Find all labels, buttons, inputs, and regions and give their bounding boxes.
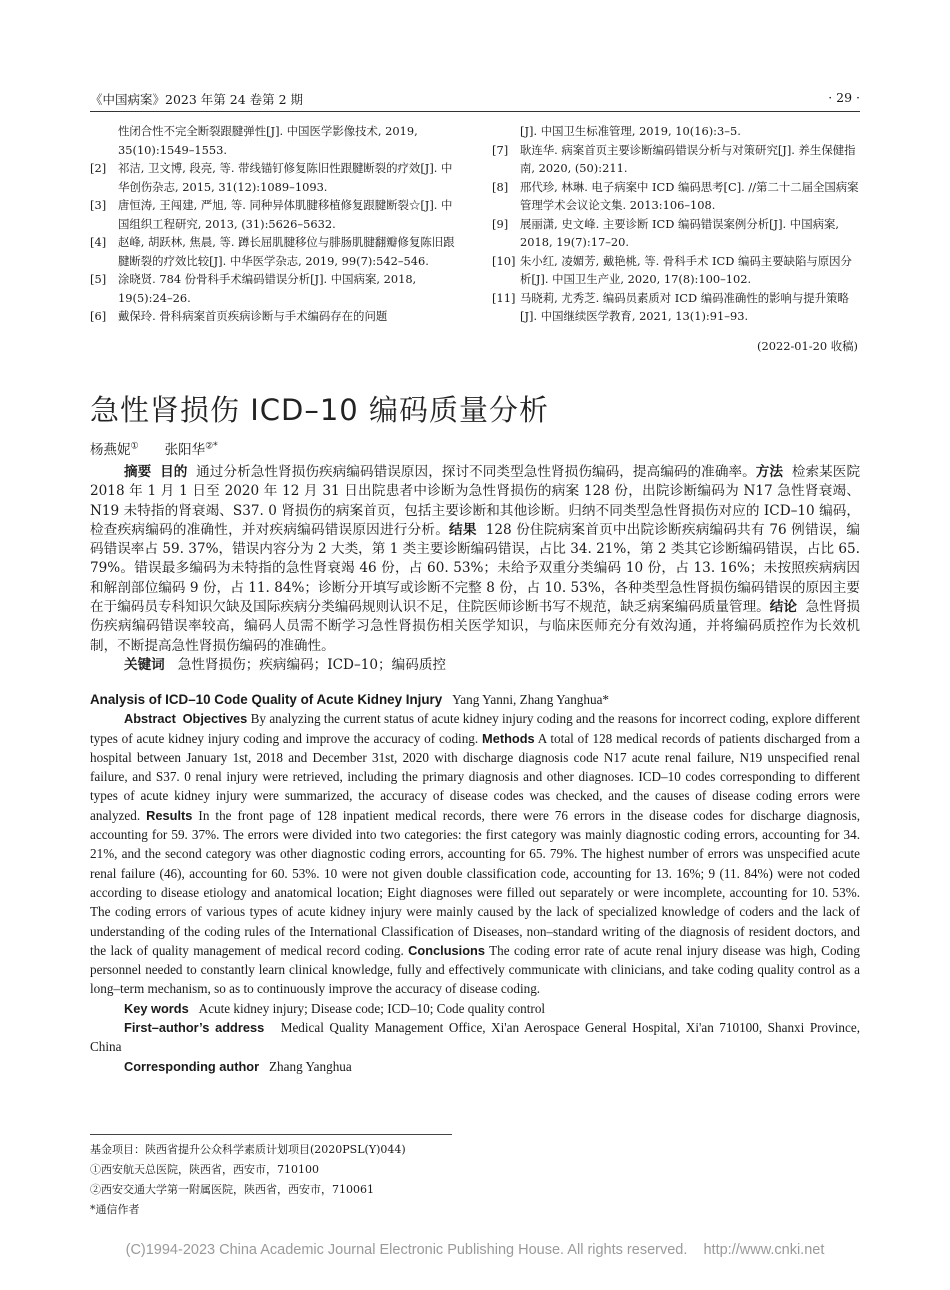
journal-issue: 《中国病案》2023 年第 24 卷第 2 期 (90, 92, 304, 107)
reference-item: [9] 展丽潇, 史文峰. 主要诊断 ICD 编码错误案例分析[J]. 中国病案, 2018, 19(7):17–20. (492, 216, 839, 249)
author-affiliation-mark: ②* (205, 441, 218, 452)
author-name: 张阳华 (164, 442, 206, 458)
affiliation-note: ①西安航天总医院，陕西省，西安市，710100 (90, 1163, 319, 1176)
reference-item: [6] 戴保玲. 骨科病案首页疾病诊断与手术编码存在的问题 (90, 309, 388, 323)
footnote-rule (90, 1134, 452, 1135)
article-title: 急性肾损伤 ICD–10 编码质量分析 (90, 393, 549, 427)
funding-note: 基金项目：陕西省提升公众科学素质计划项目(2020PSL(Y)044) (90, 1143, 406, 1156)
article-authors (90, 438, 218, 458)
english-title-line (90, 690, 860, 709)
reference-item: [J]. 中国卫生标准管理, 2019, 10(16):3–5. (520, 124, 741, 138)
reference-item: [7] 耿连华. 病案首页主要诊断编码错误分析与对策研究[J]. 养生保健指南, 2020, (50):211. (492, 142, 856, 175)
reference-item: [10] 朱小红, 凌媚芳, 戴艳桃, 等. 骨科手术 ICD 编码主要缺陷与原因分析[J]. 中国卫生产业, 2020, 17(8):100–102. (492, 253, 852, 286)
header-rule (90, 111, 860, 112)
english-authors: Yang Yanni, Zhang Yanghua* (452, 692, 610, 707)
abstract-chinese-body: 摘要 目的 通过分析急性肾损伤疾病编码错误原因，探讨不同类型急性肾损伤编码，提高编码的准确率。方法 检索某医院 2018 年 1 月 1 日至 2020 年 12 月 31 日出院患者中诊断为急性肾损伤的病案 128 份，出院诊断编码为 N17 急性肾衰竭、N19 未特指的肾衰竭、S37. 0 肾损伤的病案首页，包括主要诊断和其他诊断。归纳不同类型急性肾损伤对应的 ICD–10 编码，检查疾病编码的准确性，并对疾病编码错误原因进行分析。结果 128 份住院病案首页中出院诊断疾病编码共有 76 例错误，编码错误率占 59. 37%，错误内容分为 2 大类，第 1 类主要诊断编码错误，占比 34. 21%，第 2 类其它诊断编码错误，占比 65. 79%。错误最多编码为未特指的急性肾衰竭 46 份，占 60. 53%；未给予双重分类编码 10 份，占 13. 16%；未按照疾病病因和解剖部位编码 9 份，占 11. 84%；诊断分开填写或诊断不完整 8 份，占 10. 53%，各种类型急性肾损伤编码错误的原因主要在于编码员专科知识欠缺及国际疾病分类编码规则认识不足，住院医师诊断书写不规范，缺乏病案编码质量管理。结论 急性肾损伤疾病编码错误率较高，编码人员需不断学习急性肾损伤相关医学知识，与临床医师充分有效沟通，并将编码质控作为长效机制，不断提高急性肾损伤编码的准确性。 (90, 464, 861, 654)
copyright-watermark: (C)1994-2023 China Academic Journal Electronic Publishing House. All rights reserved. http://www.cnki.net (125, 1242, 825, 1258)
abstract-chinese (90, 463, 860, 675)
reference-item: [8] 邢代珍, 林琳. 电子病案中 ICD 编码思考[C]. //第二十二届全国病案管理学术会议论文集. 2013:106–108. (492, 179, 859, 212)
reference-item: [3] 唐恒涛, 王闯建, 严旭, 等. 同种异体肌腱移植修复跟腱断裂☆[J]. 中国组织工程研究, 2013, (31):5626–5632. (90, 198, 453, 231)
references-right-column (492, 122, 862, 367)
references-left-column (90, 122, 460, 326)
received-date: (2022-01-20 收稿) (757, 338, 858, 353)
reference-item: 性闭合性不完全断裂跟腱弹性[J]. 中国医学影像技术, 2019, 35(10):1549–1553. (118, 124, 418, 157)
keywords-english: Key words Acute kidney injury; Disease code; ICD–10; Code quality control (124, 1000, 546, 1016)
abstract-english-body: Abstract Objectives By analyzing the current status of acute kidney injury coding and the reasons for incorrect coding, explore different types of acute kidney injury coding and improve the accuracy of coding. Methods A total of 128 medical records of patients discharged from a hospital between January 1st, 2018 and December 31st, 2020 with discharge diagnosis code N17 acute renal failure, N19 unspecified renal failure, and S37. 0 renal injury were retrieved, including the primary diagnosis and other diagnoses. ICD–10 codes corresponding to different types of acute kidney injury were summarized, the accuracy of disease codes was checked, and the causes of disease coding errors were analyzed. Results In the front page of 128 inpatient medical records, there were 76 errors in the disease codes for discharge diagnosis, accounting for 59. 37%. The errors were divided into two categories: the first category was mainly diagnostic coding errors, accounting for 34. 21%, and the second category was other diagnostic coding errors, accounting for 65. 79%. The highest number of errors was unspecified acute renal failure (46), accounting for 60. 53%. 10 were not given double classification code, accounting for 13. 16%; 9 (11. 84%) were not coded according to disease etiology and anatomical location; Eight diagnoses were filled out separately or were incomplete, accounting for 10. 53%. The coding errors of various types of acute kidney injury were mainly caused by the lack of specialized knowledge of coders and the lack of understanding of the coding rules of the International Classification of Diseases, non–standard writing of the diagnosis of resident doctors, and the lack of quality management of medical record coding. Conclusions The coding error rate of acute renal injury disease was high, Coding personnel needed to constantly learn clinical knowledge, fully and effectively communicate with clinicians, and take coding quality control as a long–term mechanism, so as to continuously improve the accuracy of disease coding. (90, 711, 861, 997)
reference-item: [11] 马晓莉, 尤秀芝. 编码员素质对 ICD 编码准确性的影响与提升策略[J]. 中国继续医学教育, 2021, 13(1):91–93. (492, 290, 849, 323)
corresponding-author: Corresponding author Zhang Yanghua (124, 1058, 352, 1074)
abstract-english (90, 690, 860, 1076)
footnotes (90, 1140, 590, 1220)
reference-item: [2] 祁洁, 卫文博, 段亮, 等. 带线锚钉修复陈旧性跟腱断裂的疗效[J]. 中华创伤杂志, 2015, 31(12):1089–1093. (90, 161, 453, 194)
reference-item: [5] 涂晓贤. 784 份骨科手术编码错误分析[J]. 中国病案, 2018, 19(5):24–26. (90, 272, 417, 305)
reference-item: [4] 赵峰, 胡跃林, 焦晨, 等. 蹲长屈肌腱移位与腓肠肌腱翻瓣修复陈旧跟腱断裂的疗效比较[J]. 中华医学杂志, 2019, 99(7):542–546. (90, 235, 455, 268)
corresponding-note: *通信作者 (90, 1203, 140, 1216)
running-header (90, 90, 860, 110)
keywords-chinese: 关键词 急性肾损伤；疾病编码；ICD–10；编码质控 (124, 656, 447, 673)
author-affiliation-mark: ① (130, 441, 139, 452)
affiliation-note: ②西安交通大学第一附属医院，陕西省，西安市，710061 (90, 1183, 374, 1196)
english-title: Analysis of ICD–10 Code Quality of Acute Kidney Injury (90, 692, 443, 707)
author-name: 杨燕妮 (90, 442, 131, 458)
first-author-address: First–author’s address Medical Quality Management Office, Xi'an Aerospace General Hospital, Xi'an 710100, Shanxi Province, China (90, 1020, 860, 1055)
page-number: · 29 · (828, 90, 860, 105)
